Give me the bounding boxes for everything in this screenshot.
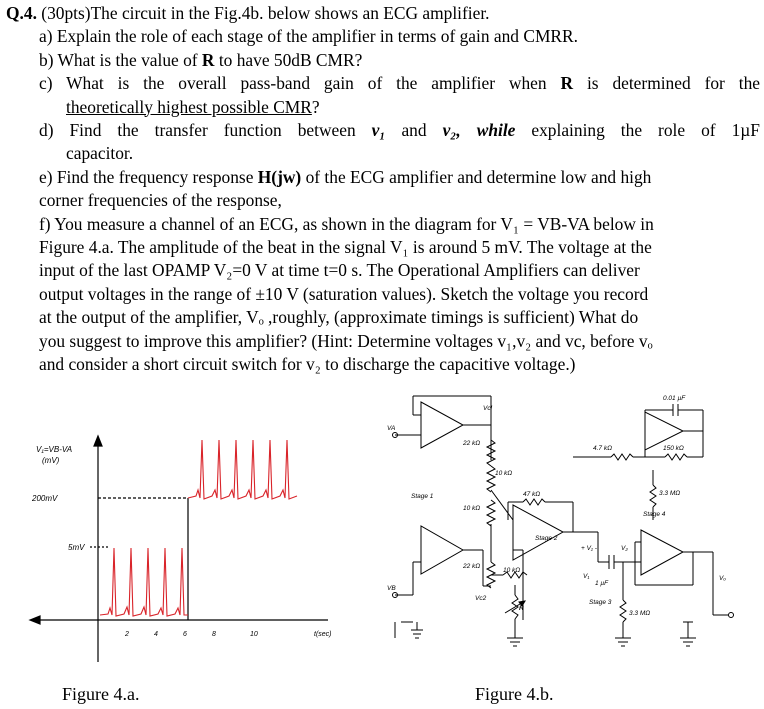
label-r22k-top: 22 kΩ: [463, 440, 481, 447]
resistor-10k-mid: [487, 466, 495, 492]
question-intro: The circuit in the Fig.4b. below shows an ECG amplifier.: [90, 3, 490, 23]
level-high-label: 200mV: [32, 494, 58, 503]
part-d: d) Find the transfer function between v₁ and v₂, while explaining the role of 1µF: [39, 120, 760, 141]
label-v2: V₂: [621, 545, 628, 552]
x-tick-10: 10: [250, 631, 258, 638]
label-cap-0-01uf: 0.01 µF: [663, 395, 686, 402]
opamp-a3: [513, 505, 563, 560]
label-r10k-mid: 10 kΩ: [495, 470, 513, 477]
label-v1: V₁: [583, 573, 590, 580]
y-label: V₁=VB-VA: [36, 445, 73, 454]
x-label: t(sec): [314, 631, 332, 638]
label-vc2: Vc2: [475, 595, 487, 602]
resistor-3-3m-bottom: [620, 600, 626, 622]
label-r10k-left: 10 kΩ: [463, 505, 481, 512]
part-f-line4: output voltages in the range of ±10 V (saturation values). Sketch the voltage you record: [39, 283, 649, 304]
resistor-4-7k: [611, 454, 633, 460]
part-d-line2: capacitor.: [66, 143, 134, 164]
label-cap-1uf: 1 µF: [595, 580, 609, 587]
x-tick-labels: [124, 631, 258, 638]
circuit-labels: [387, 395, 726, 617]
figure-4a-caption: Figure 4.a.: [62, 684, 140, 704]
label-r47k-top: 4.7 kΩ: [593, 445, 613, 452]
label-r33m-top: 3.3 MΩ: [659, 490, 681, 497]
output-vo-terminal: [729, 613, 734, 618]
label-r: R: [519, 605, 524, 612]
y-unit: (mV): [42, 456, 60, 465]
label-r33m-bottom: 3.3 MΩ: [629, 610, 651, 617]
part-f-line3: input of the last OPAMP V₂=0 V at time t=0 s. The Operational Amplifiers can deliver: [39, 260, 640, 281]
part-b: b) What is the value of R to have 50dB CMR?: [39, 49, 363, 70]
label-vcm: Vcl: [483, 405, 493, 412]
part-f-line7: and consider a short circuit switch for v₂ to discharge the capacitive voltage.): [39, 354, 576, 375]
question-header: [6, 2, 760, 25]
label-v1-polarity: + V₁ -: [581, 545, 597, 552]
x-tick-6: 6: [183, 631, 187, 638]
label-va: VA: [387, 425, 396, 432]
question-points: (30pts): [41, 3, 91, 23]
part-f-line2: Figure 4.a. The amplitude of the beat in the signal V₁ is around 5 mV. The voltage at the: [39, 237, 652, 258]
opamp-a1: [421, 402, 463, 448]
label-stage3: Stage 3: [589, 599, 612, 606]
y-axis-arrow-icon: [94, 436, 102, 446]
figure-4b-circuit: [383, 390, 755, 675]
x-axis-left-arrow-icon: [30, 616, 40, 624]
resistor-10k-left: [487, 500, 495, 526]
label-r10k-bottom: 10 kΩ: [503, 567, 521, 574]
figure-4b-caption: Figure 4.b.: [475, 684, 554, 704]
opamp-a2: [421, 526, 463, 574]
label-vo: Vₒ: [719, 575, 726, 582]
question-text: [6, 2, 760, 377]
question-number: Q.4.: [6, 3, 37, 23]
opamp-a4: [641, 530, 683, 575]
ecg-trace: [100, 440, 297, 616]
figure-4a: [28, 430, 358, 670]
label-r22k-bottom: 22 kΩ: [463, 563, 481, 570]
label-stage4: Stage 4: [643, 511, 666, 518]
part-a: a) Explain the role of each stage of the amplifier in terms of gain and CMRR.: [39, 26, 578, 47]
part-f-line1: f) You measure a channel of an ECG, as shown in the diagram for V₁ = VB-VA below in: [39, 213, 654, 234]
x-tick-2: 2: [125, 631, 129, 638]
x-tick-8: 8: [212, 631, 216, 638]
label-r150k: 150 kΩ: [663, 445, 684, 452]
level-low-label: 5mV: [68, 543, 85, 552]
resistor-3-3m-top: [650, 485, 656, 507]
label-stage2: Stage 2: [535, 535, 558, 542]
part-f-line5: at the output of the amplifier, Vₒ ,roughly, (approximate timings is sufficient) What do: [39, 307, 639, 328]
part-e-line2: corner frequencies of the response,: [39, 190, 282, 211]
x-tick-4: 4: [154, 631, 158, 638]
resistor-150k: [665, 454, 687, 460]
part-c: c) What is the overall pass-band gain of the amplifier when R is determined for the: [39, 73, 760, 94]
resistor-47k-mid: [523, 499, 545, 505]
label-r47k-mid: 47 kΩ: [523, 491, 541, 498]
part-c-line2: theoretically highest possible CMR?: [66, 96, 320, 117]
label-stage1: Stage 1: [411, 493, 434, 500]
part-e: e) Find the frequency response H(jw) of the ECG amplifier and determine low and high: [39, 166, 652, 187]
part-f-line6: you suggest to improve this amplifier? (Hint: Determine voltages v₁,v₂ and vc, before vₒ: [39, 330, 653, 351]
label-vb: VB: [387, 585, 396, 592]
